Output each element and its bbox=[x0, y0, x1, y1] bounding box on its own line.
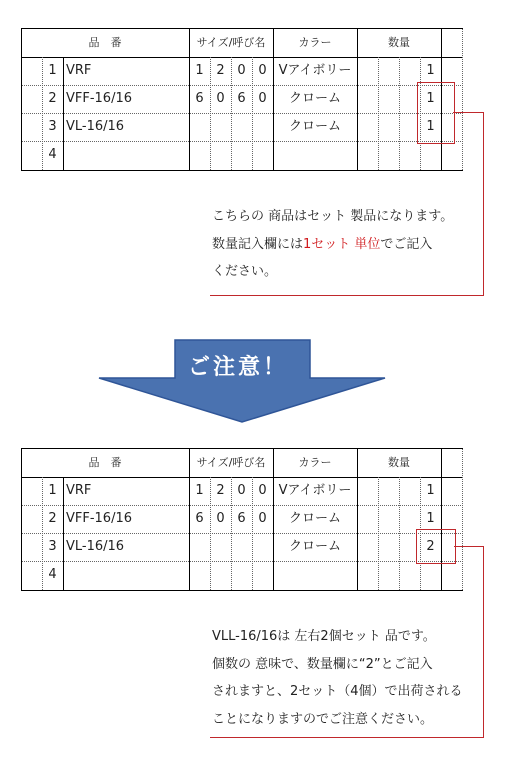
note-line: こちらの 商品はセット 製品になります。 bbox=[212, 209, 454, 224]
callout-line bbox=[483, 546, 484, 738]
header-hinban: 品 番 bbox=[88, 456, 122, 469]
size-digit: 0 bbox=[216, 91, 225, 106]
col-divider bbox=[378, 477, 379, 590]
order-table-2 bbox=[21, 448, 463, 591]
size-digit: 0 bbox=[216, 511, 225, 526]
note-line: ことになりますのでご注意ください。 bbox=[212, 711, 434, 727]
size-digit: 0 bbox=[258, 483, 267, 498]
caution-banner-text: ご注意！ bbox=[188, 355, 289, 380]
col-divider bbox=[462, 29, 463, 170]
item-name: VL-16/16 bbox=[66, 539, 125, 554]
col-divider bbox=[462, 449, 463, 590]
row-number: 4 bbox=[48, 147, 57, 162]
item-color: クローム bbox=[288, 511, 341, 526]
item-qty: 1 bbox=[426, 63, 435, 78]
size-digit: 0 bbox=[237, 63, 246, 78]
col-divider bbox=[399, 477, 400, 590]
header-color: カラー bbox=[298, 456, 332, 469]
item-qty: 1 bbox=[426, 91, 435, 106]
header-hinban: 品 番 bbox=[88, 36, 122, 49]
note-text: 数量記入欄には bbox=[212, 236, 304, 252]
col-divider bbox=[399, 57, 400, 170]
callout-underline bbox=[210, 737, 484, 738]
note-line: 個数の 意味で、数量欄に“2”とご記入 bbox=[212, 656, 433, 672]
size-digit: 1 bbox=[195, 483, 204, 498]
size-digit: 2 bbox=[216, 63, 225, 78]
item-name: VFF-16/16 bbox=[66, 91, 133, 106]
item-qty: 1 bbox=[426, 511, 435, 526]
callout-line bbox=[483, 112, 484, 296]
note-line: されますと、2セット（4個）で出荷される bbox=[212, 684, 463, 699]
size-digit: 6 bbox=[195, 91, 204, 106]
order-table-1 bbox=[21, 28, 463, 171]
header-size: サイズ/呼び名 bbox=[196, 456, 266, 469]
item-name: VRF bbox=[66, 483, 92, 498]
qty-highlight-box bbox=[417, 82, 455, 144]
item-name: VRF bbox=[66, 63, 92, 78]
col-divider bbox=[441, 449, 442, 590]
header-qty: 数量 bbox=[388, 36, 410, 49]
item-qty: 1 bbox=[426, 483, 435, 498]
row-number: 1 bbox=[48, 63, 57, 78]
row-number: 3 bbox=[48, 539, 57, 554]
callout-line bbox=[454, 546, 484, 547]
note-2 bbox=[212, 623, 463, 733]
item-color: クローム bbox=[288, 119, 341, 134]
note-line bbox=[212, 231, 453, 259]
size-digit: 0 bbox=[258, 511, 267, 526]
size-digit: 6 bbox=[195, 511, 204, 526]
row-divider bbox=[21, 561, 463, 562]
header-qty: 数量 bbox=[388, 456, 410, 469]
item-color: クローム bbox=[288, 539, 341, 554]
item-color: Vアイボリー bbox=[278, 63, 352, 78]
size-digit: 2 bbox=[216, 483, 225, 498]
row-number: 1 bbox=[48, 483, 57, 498]
item-qty: 2 bbox=[426, 539, 435, 554]
item-color: Vアイボリー bbox=[278, 483, 352, 498]
qty-highlight-box bbox=[416, 529, 456, 564]
callout-underline bbox=[210, 295, 484, 296]
size-digit: 6 bbox=[237, 511, 246, 526]
row-number: 4 bbox=[48, 567, 57, 582]
item-qty: 1 bbox=[426, 119, 435, 134]
size-digit: 0 bbox=[258, 63, 267, 78]
size-digit: 6 bbox=[237, 91, 246, 106]
header-color: カラー bbox=[298, 36, 332, 49]
col-divider bbox=[63, 477, 64, 590]
size-digit: 0 bbox=[237, 483, 246, 498]
row-number: 3 bbox=[48, 119, 57, 134]
item-name: VL-16/16 bbox=[66, 119, 125, 134]
size-digit: 1 bbox=[195, 63, 204, 78]
col-divider bbox=[378, 57, 379, 170]
col-divider bbox=[63, 57, 64, 170]
header-size: サイズ/呼び名 bbox=[196, 36, 266, 49]
item-color: クローム bbox=[288, 91, 341, 106]
note-line: ください。 bbox=[212, 264, 278, 279]
note-text: でご記入 bbox=[380, 236, 433, 252]
note-1 bbox=[212, 203, 453, 286]
note-emphasis: 1セット 単位 bbox=[303, 236, 381, 252]
row-number: 2 bbox=[48, 511, 57, 526]
row-divider bbox=[21, 141, 463, 142]
item-name: VFF-16/16 bbox=[66, 511, 133, 526]
callout-line bbox=[453, 112, 484, 113]
row-number: 2 bbox=[48, 91, 57, 106]
note-line: VLL-16/16は 左右2個セット 品です。 bbox=[212, 629, 436, 644]
size-digit: 0 bbox=[258, 91, 267, 106]
